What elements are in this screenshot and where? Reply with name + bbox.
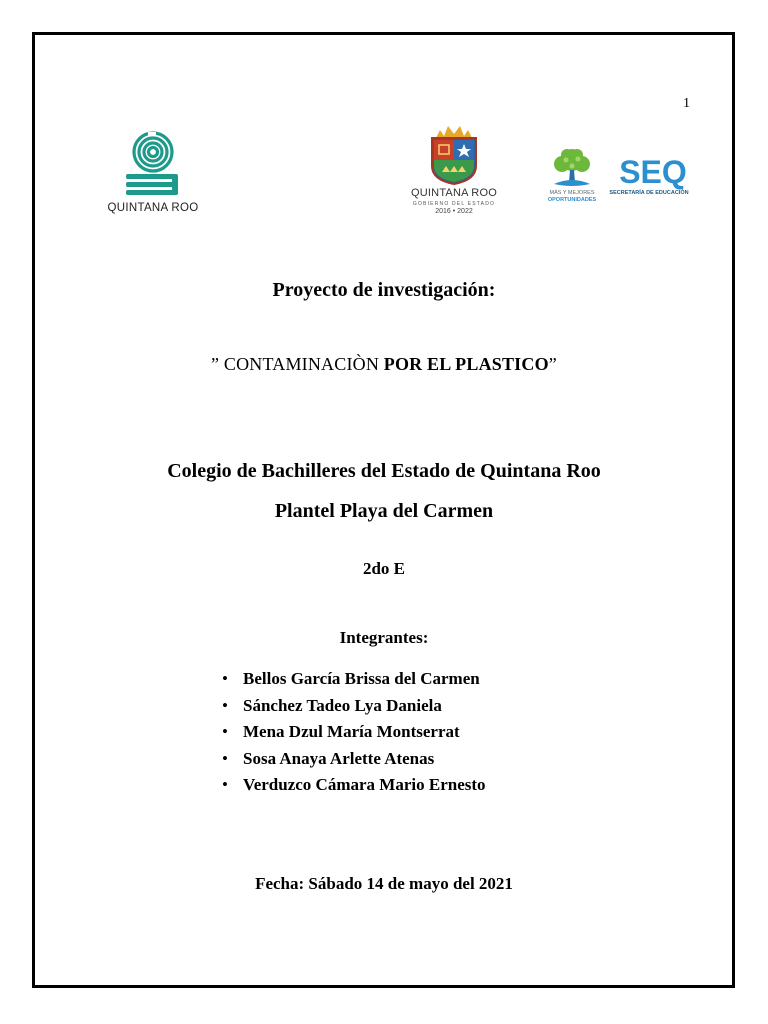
member-name: Mena Dzul María Montserrat bbox=[243, 722, 460, 741]
cobach-logo-text: QUINTANA ROO bbox=[107, 202, 199, 214]
project-title bbox=[0, 354, 768, 375]
date-line: Fecha: Sábado 14 de mayo del 2021 bbox=[255, 874, 513, 893]
coat-of-arms-icon bbox=[392, 124, 516, 188]
document-label: Proyecto de investigación: bbox=[272, 279, 496, 301]
bullet-icon: • bbox=[222, 695, 228, 715]
member-name: Verduzco Cámara Mario Ernesto bbox=[243, 775, 486, 794]
oportunidades-logo bbox=[540, 148, 604, 210]
member-name: Sánchez Tadeo Lya Daniela bbox=[243, 695, 442, 715]
campus-name: Plantel Playa del Carmen bbox=[274, 500, 494, 522]
member-name: Sosa Anaya Arlette Atenas bbox=[243, 748, 435, 768]
bullet-icon: • bbox=[222, 722, 228, 741]
project-title-start: ” CONTAMINACIÒN bbox=[211, 354, 384, 374]
members-heading: Integrantes: bbox=[339, 628, 429, 647]
seq-name: SECRETARÍA DE EDUCACIÓN bbox=[609, 190, 689, 196]
group-name: 2do E bbox=[362, 559, 406, 578]
state-government-logo bbox=[392, 124, 516, 228]
oportunidades-line2: OPORTUNIDADES bbox=[547, 197, 597, 203]
tree-icon bbox=[540, 148, 604, 190]
bullet-icon: • bbox=[222, 748, 228, 768]
list-item bbox=[220, 693, 486, 720]
oportunidades-line1: MÁS Y MEJORES bbox=[549, 190, 595, 196]
seq-acronym: SEQ bbox=[619, 154, 687, 190]
state-logo-years: 2016 • 2022 bbox=[435, 208, 473, 215]
project-title-bold: POR EL PLASTICO bbox=[383, 354, 549, 374]
state-logo-subtitle: GOBIERNO DEL ESTADO bbox=[412, 201, 496, 207]
page-number: 1 bbox=[683, 96, 690, 111]
list-item bbox=[220, 719, 486, 746]
cobach-spiral-icon bbox=[92, 130, 214, 202]
project-title-end: ” bbox=[548, 354, 557, 374]
members-list bbox=[220, 666, 486, 799]
list-item bbox=[220, 772, 486, 799]
member-name: Bellos García Brissa del Carmen bbox=[243, 669, 480, 688]
bullet-icon: • bbox=[222, 669, 228, 688]
school-name: Colegio de Bachilleres del Estado de Quintana Roo bbox=[167, 460, 601, 482]
seq-logo bbox=[604, 154, 694, 204]
list-item bbox=[220, 666, 486, 693]
state-logo-title: QUINTANA ROO bbox=[411, 187, 497, 199]
list-item bbox=[220, 746, 486, 773]
cobach-logo bbox=[92, 130, 214, 222]
bullet-icon: • bbox=[222, 775, 228, 794]
